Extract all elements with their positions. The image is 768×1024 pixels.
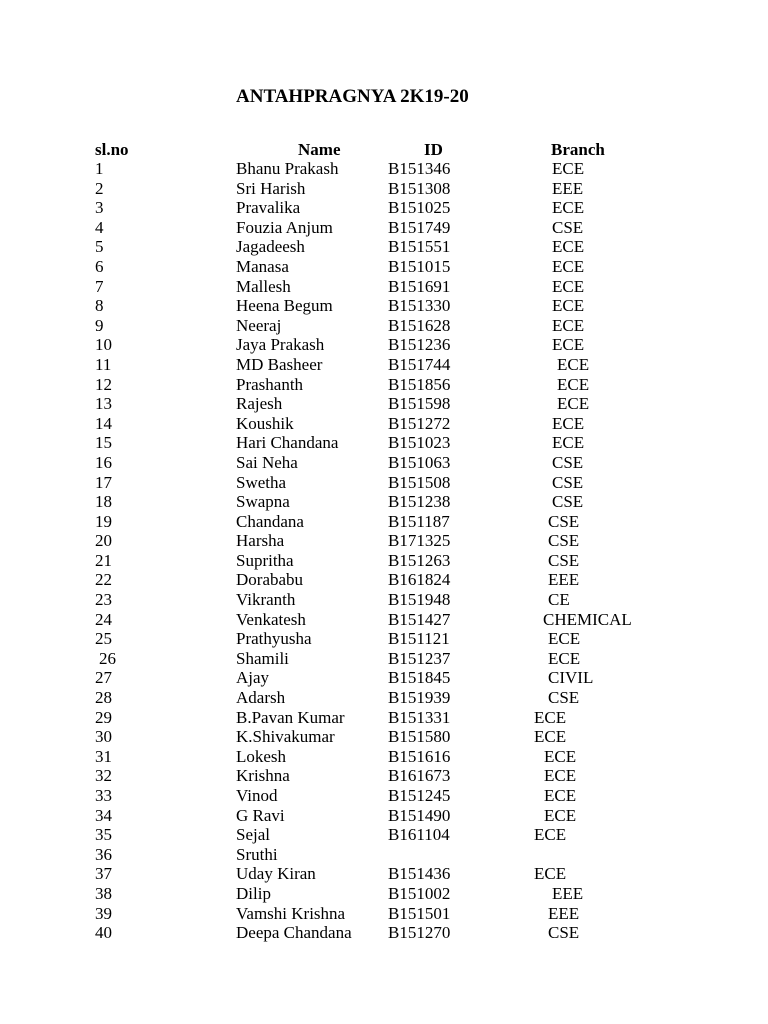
row-branch: ECE	[534, 864, 567, 884]
table-row	[0, 473, 768, 493]
row-id: B151436	[388, 864, 451, 884]
row-branch: ECE	[544, 746, 577, 766]
row-slno: 6	[95, 256, 104, 276]
row-name: Prashanth	[236, 374, 304, 394]
row-slno: 36	[95, 844, 112, 864]
row-id: B151237	[388, 648, 451, 668]
row-slno: 14	[95, 413, 112, 433]
row-branch: CSE	[548, 511, 580, 531]
table-row	[0, 414, 768, 434]
row-slno: 13	[95, 394, 112, 414]
row-slno: 7	[95, 276, 104, 296]
table-row	[0, 198, 768, 218]
row-branch: EEE	[552, 178, 584, 198]
row-slno: 4	[95, 217, 104, 237]
row-id: B151508	[388, 472, 451, 492]
row-id: B151691	[388, 276, 451, 296]
row-branch: EEE	[548, 903, 580, 923]
row-id: B151331	[388, 707, 451, 727]
row-branch: CSE	[548, 688, 580, 708]
header-slno: sl.no	[95, 140, 129, 159]
row-slno: 40	[95, 923, 112, 943]
table-row	[0, 237, 768, 257]
row-slno: 39	[95, 903, 112, 923]
row-slno: 18	[95, 492, 112, 512]
row-id: B151616	[388, 746, 451, 766]
table-row	[0, 531, 768, 551]
row-slno: 29	[95, 707, 112, 727]
row-name: Shamili	[236, 648, 289, 668]
row-name: Swapna	[236, 492, 290, 512]
row-name: B.Pavan Kumar	[236, 707, 345, 727]
document-title: ANTAHPRAGNYA 2K19-20	[236, 86, 469, 107]
row-id: B151238	[388, 492, 451, 512]
row-id: B151308	[388, 178, 451, 198]
row-slno: 38	[95, 883, 112, 903]
table-row	[0, 570, 768, 590]
row-name: Harsha	[236, 531, 285, 551]
row-name: Pravalika	[236, 198, 301, 218]
row-name: Venkatesh	[236, 609, 306, 629]
table-row	[0, 159, 768, 179]
row-slno: 21	[95, 550, 112, 570]
table-row	[0, 766, 768, 786]
table-row	[0, 904, 768, 924]
row-branch: CIVIL	[548, 668, 594, 688]
row-id: B151245	[388, 786, 451, 805]
row-id: B151025	[388, 198, 451, 218]
row-name: Heena Begum	[236, 296, 333, 316]
row-id: B151263	[388, 550, 451, 570]
row-id: B151002	[388, 883, 451, 903]
row-name: Fouzia Anjum	[236, 217, 333, 237]
row-name: Sri Harish	[236, 178, 306, 198]
row-id: B151015	[388, 256, 451, 276]
row-name: Vamshi Krishna	[236, 903, 346, 923]
row-branch: EEE	[552, 883, 584, 903]
row-id: B151427	[388, 609, 451, 629]
row-name: Krishna	[236, 766, 290, 786]
table-row	[0, 688, 768, 708]
row-name: Neeraj	[236, 315, 282, 335]
row-name: Uday Kiran	[236, 864, 316, 884]
table-row	[0, 453, 768, 473]
table-row	[0, 806, 768, 826]
table-row	[0, 708, 768, 728]
row-name: Vinod	[236, 786, 278, 805]
table-row	[0, 551, 768, 571]
row-id: B161824	[388, 570, 451, 590]
row-branch: ECE	[552, 276, 585, 296]
row-branch: ECE	[552, 256, 585, 276]
row-name: Mallesh	[236, 276, 291, 296]
row-name: Koushik	[236, 413, 294, 433]
table-row	[0, 512, 768, 532]
row-name: Swetha	[236, 472, 287, 492]
row-name: Dorababu	[236, 570, 304, 590]
row-slno: 1	[95, 159, 104, 178]
table-body	[0, 159, 768, 943]
row-id: B151330	[388, 296, 451, 316]
row-name: Manasa	[236, 256, 289, 276]
row-slno: 32	[95, 766, 112, 786]
row-id: B151272	[388, 413, 451, 433]
row-name: G Ravi	[236, 805, 285, 825]
table-row	[0, 864, 768, 884]
row-id: B151749	[388, 217, 451, 237]
row-name: Chandana	[236, 511, 304, 531]
row-id: B151856	[388, 374, 451, 394]
row-id: B151551	[388, 237, 451, 257]
table-row	[0, 923, 768, 943]
table-row	[0, 296, 768, 316]
row-branch: CSE	[552, 492, 584, 512]
table-row	[0, 590, 768, 610]
row-branch: ECE	[548, 648, 581, 668]
row-branch: ECE	[548, 629, 581, 649]
row-slno: 8	[95, 296, 104, 316]
table-row	[0, 786, 768, 806]
row-branch: CSE	[552, 217, 584, 237]
row-branch: CSE	[552, 452, 584, 472]
row-id: B151744	[388, 354, 451, 374]
row-name: Lokesh	[236, 746, 287, 766]
row-name: Bhanu Prakash	[236, 159, 339, 178]
row-branch: ECE	[534, 825, 567, 845]
table-row	[0, 257, 768, 277]
row-slno: 22	[95, 570, 112, 590]
row-branch: ECE	[544, 766, 577, 786]
row-slno: 26	[99, 648, 116, 668]
row-id: B161104	[388, 825, 450, 845]
row-slno: 17	[95, 472, 112, 492]
row-name: Sruthi	[236, 844, 278, 864]
table-row	[0, 668, 768, 688]
row-slno: 15	[95, 433, 112, 453]
row-branch: ECE	[552, 413, 585, 433]
row-name: K.Shivakumar	[236, 727, 335, 747]
row-slno: 3	[95, 198, 104, 218]
row-name: Deepa Chandana	[236, 923, 352, 943]
row-name: Adarsh	[236, 688, 286, 708]
row-id: B151939	[388, 688, 451, 708]
table-row	[0, 277, 768, 297]
row-slno: 19	[95, 511, 112, 531]
table-row	[0, 649, 768, 669]
row-branch: ECE	[552, 198, 585, 218]
row-branch: CSE	[548, 923, 580, 943]
table-row	[0, 218, 768, 238]
row-branch: CSE	[548, 531, 580, 551]
row-name: Vikranth	[236, 590, 296, 610]
header-name: Name	[298, 140, 341, 159]
row-id: B161673	[388, 766, 451, 786]
row-slno: 11	[95, 354, 112, 374]
header-id: ID	[424, 140, 443, 159]
row-name: Supritha	[236, 550, 294, 570]
row-name: Prathyusha	[236, 629, 312, 649]
row-id: B151270	[388, 923, 451, 943]
row-slno: 30	[95, 727, 112, 747]
header-branch: Branch	[551, 140, 605, 159]
row-name: MD Basheer	[236, 354, 323, 374]
row-name: Dilip	[236, 883, 271, 903]
table-row	[0, 179, 768, 199]
row-name: Jaya Prakash	[236, 335, 325, 355]
row-slno: 9	[95, 315, 104, 335]
row-slno: 34	[95, 805, 112, 825]
row-branch: CSE	[548, 550, 580, 570]
row-id: B151501	[388, 903, 451, 923]
row-name: Hari Chandana	[236, 433, 339, 453]
row-name: Ajay	[236, 668, 270, 688]
table-row	[0, 747, 768, 767]
table-row	[0, 375, 768, 395]
row-slno: 33	[95, 786, 112, 805]
row-branch: ECE	[552, 296, 585, 316]
row-slno: 23	[95, 590, 112, 610]
table-row	[0, 610, 768, 630]
row-branch: ECE	[557, 394, 590, 414]
row-slno: 20	[95, 531, 112, 551]
row-id: B151490	[388, 805, 451, 825]
row-slno: 25	[95, 629, 112, 649]
row-id: B151063	[388, 452, 451, 472]
row-id: B151580	[388, 727, 451, 747]
table-row	[0, 433, 768, 453]
table-row	[0, 845, 768, 865]
table-row	[0, 727, 768, 747]
table-row	[0, 335, 768, 355]
row-branch: ECE	[557, 354, 590, 374]
row-id: B151628	[388, 315, 451, 335]
table-row	[0, 884, 768, 904]
row-branch: EEE	[548, 570, 580, 590]
row-branch: CSE	[552, 472, 584, 492]
table-row	[0, 492, 768, 512]
table-header	[0, 140, 768, 160]
row-branch: CHEMICAL	[543, 609, 632, 629]
row-id: B151236	[388, 335, 451, 355]
row-id: B151187	[388, 511, 450, 531]
row-id: B151598	[388, 394, 451, 414]
row-branch: ECE	[557, 374, 590, 394]
row-branch: ECE	[552, 159, 585, 178]
row-slno: 27	[95, 668, 112, 688]
row-name: Rajesh	[236, 394, 283, 414]
table-row	[0, 394, 768, 414]
table-row	[0, 629, 768, 649]
row-slno: 28	[95, 688, 112, 708]
row-name: Jagadeesh	[236, 237, 305, 257]
row-slno: 5	[95, 237, 104, 257]
row-slno: 37	[95, 864, 112, 884]
table-row	[0, 355, 768, 375]
row-branch: ECE	[552, 335, 585, 355]
row-slno: 35	[95, 825, 112, 845]
row-name: Sejal	[236, 825, 270, 845]
table-row	[0, 825, 768, 845]
row-id: B151845	[388, 668, 451, 688]
row-id: B151948	[388, 590, 451, 610]
row-branch: CE	[548, 590, 570, 610]
row-slno: 12	[95, 374, 112, 394]
row-id: B171325	[388, 531, 451, 551]
row-slno: 24	[95, 609, 112, 629]
row-slno: 10	[95, 335, 112, 355]
row-slno: 31	[95, 746, 112, 766]
row-name: Sai Neha	[236, 452, 298, 472]
row-id: B151023	[388, 433, 451, 453]
row-branch: ECE	[544, 805, 577, 825]
table-row	[0, 316, 768, 336]
row-branch: ECE	[534, 707, 567, 727]
row-id: B151121	[388, 629, 450, 649]
row-slno: 2	[95, 178, 104, 198]
row-slno: 16	[95, 452, 112, 472]
row-branch: ECE	[552, 237, 585, 257]
row-branch: ECE	[552, 433, 585, 453]
row-id: B151346	[388, 159, 451, 178]
row-branch: ECE	[534, 727, 567, 747]
row-branch: ECE	[544, 786, 577, 805]
row-branch: ECE	[552, 315, 585, 335]
